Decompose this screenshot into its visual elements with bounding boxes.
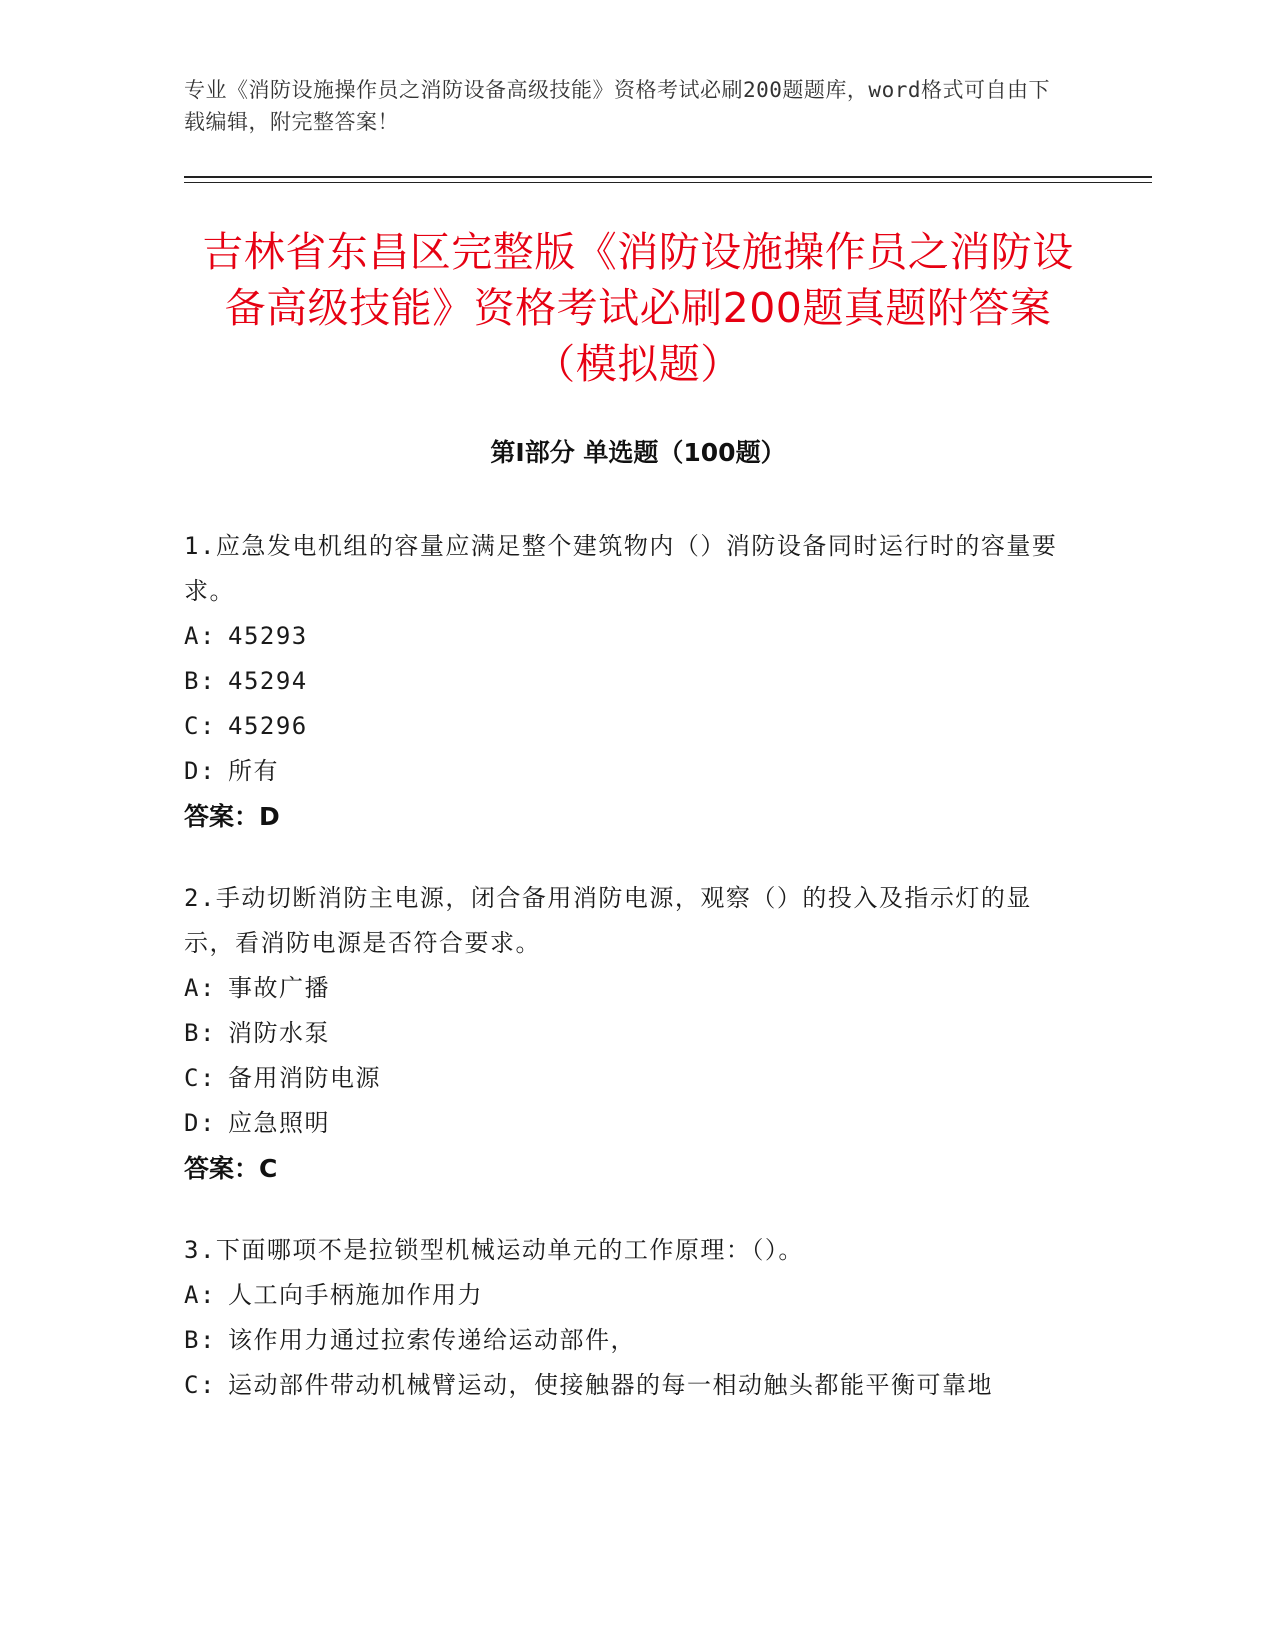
section-title: 第Ⅰ部分 单选题（100题） — [490, 438, 786, 467]
option-key: D: — [184, 757, 216, 785]
question-stem: 1.应急发电机组的容量应满足整个建筑物内（）消防设备同时运行时的容量要求。 — [184, 532, 1058, 605]
option-text: 所有 — [228, 757, 279, 785]
document-title: 吉林省东昌区完整版《消防设施操作员之消防设备高级技能》资格考试必刷200题真题附答案（模拟题） — [202, 228, 1074, 388]
option-c — [184, 704, 1064, 749]
option-text: 运动部件带动机械臂运动，使接触器的每一相动触头都能平衡可靠地 — [228, 1371, 993, 1399]
option-text: 人工向手柄施加作用力 — [228, 1281, 483, 1309]
option-text: 应急照明 — [228, 1109, 330, 1137]
option-text: 45293 — [228, 622, 308, 650]
option-c — [184, 1056, 1064, 1101]
option-key: D: — [184, 1109, 216, 1137]
option-d — [184, 749, 1064, 794]
option-key: A: — [184, 974, 216, 1002]
option-a — [184, 966, 1064, 1011]
option-key: A: — [184, 622, 216, 650]
option-c — [184, 1363, 1064, 1408]
option-key: C: — [184, 1371, 216, 1399]
option-key: B: — [184, 1019, 216, 1047]
option-text: 事故广播 — [228, 974, 330, 1002]
option-text: 备用消防电源 — [228, 1064, 381, 1092]
option-a — [184, 614, 1064, 659]
option-d — [184, 1101, 1064, 1146]
option-text: 45294 — [228, 667, 308, 695]
option-key: A: — [184, 1281, 216, 1309]
question-stem: 2.手动切断消防主电源，闭合备用消防电源，观察（）的投入及指示灯的显示，看消防电源是否符合要求。 — [184, 884, 1032, 957]
option-b — [184, 1318, 1064, 1363]
question-1 — [184, 524, 1064, 840]
header-rule-thick — [184, 176, 1152, 178]
option-a — [184, 1273, 1064, 1318]
header-note: 专业《消防设施操作员之消防设备高级技能》资格考试必刷200题题库，word格式可自由下载编辑，附完整答案！ — [184, 78, 1050, 134]
question-3 — [184, 1228, 1064, 1408]
option-key: B: — [184, 667, 216, 695]
question-list — [184, 524, 1064, 1444]
answer: 答案：D — [184, 802, 280, 831]
option-b — [184, 1011, 1064, 1056]
answer: 答案：C — [184, 1154, 278, 1183]
option-text: 45296 — [228, 712, 308, 740]
question-2 — [184, 876, 1064, 1192]
option-text: 消防水泵 — [228, 1019, 330, 1047]
option-text: 该作用力通过拉索传递给运动部件， — [228, 1326, 636, 1354]
option-b — [184, 659, 1064, 704]
header-rule-thin — [184, 182, 1152, 183]
question-stem: 3.下面哪项不是拉锁型机械运动单元的工作原理：（）。 — [184, 1236, 804, 1264]
option-key: B: — [184, 1326, 216, 1354]
option-key: C: — [184, 1064, 216, 1092]
option-key: C: — [184, 712, 216, 740]
